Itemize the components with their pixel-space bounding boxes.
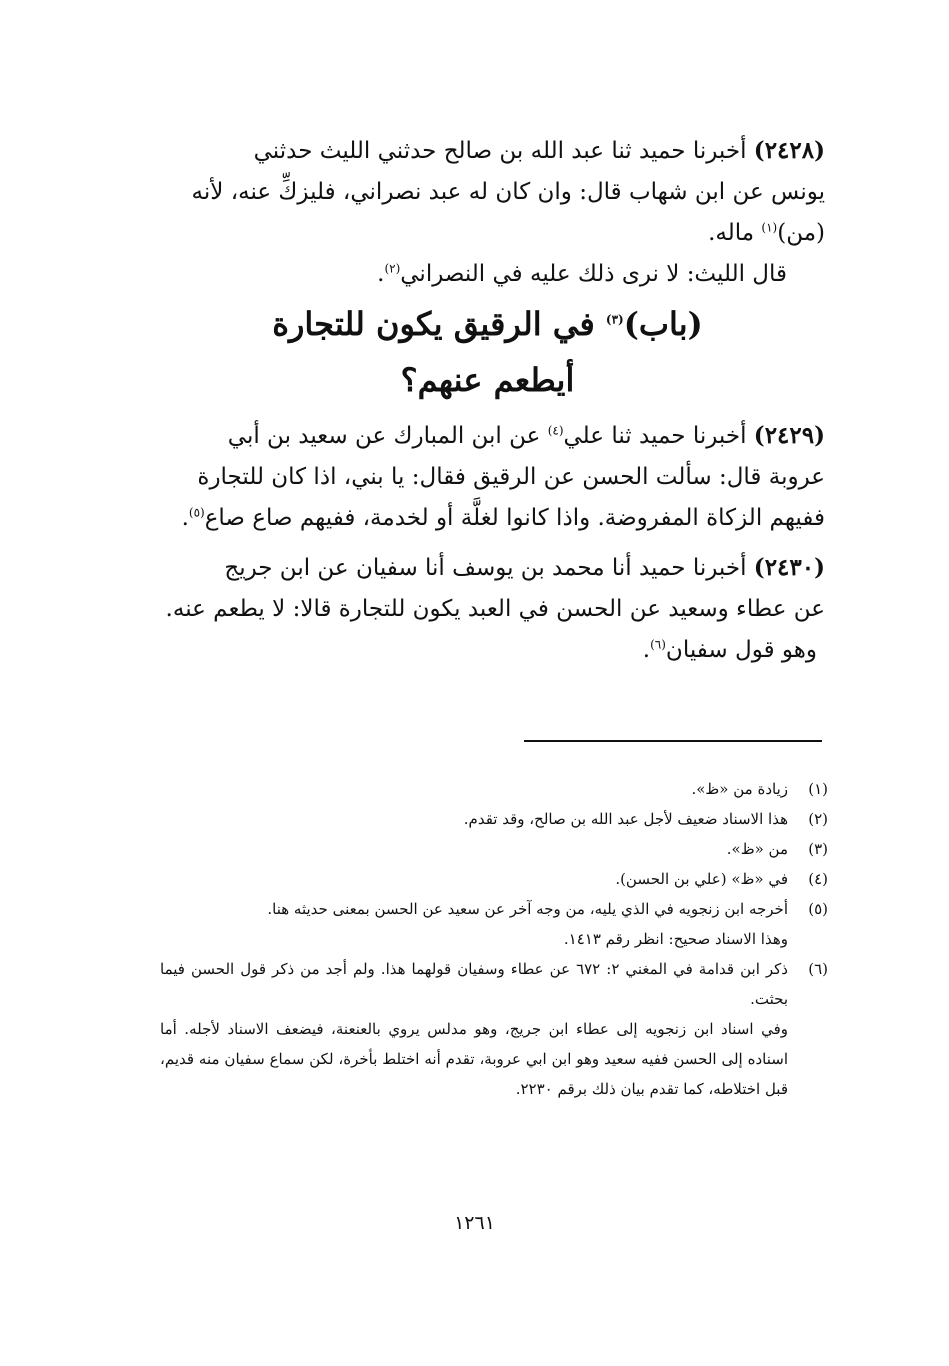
footnote-2 — [160, 804, 828, 834]
footnote-text: في «ظ» (علي بن الحسن). — [615, 870, 788, 888]
hadith-2430-line2: عن عطاء وسعيد عن الحسن في العبد يكون للتجارة قالا: لا يطعم عنه. — [165, 596, 825, 622]
footnote-text: هذا الاسناد ضعيف لأجل عبد الله بن صالح، وقد تقدم. — [463, 810, 788, 828]
footnote-ref[interactable]: (٤) — [547, 423, 564, 438]
page-number: ١٢٦١ — [454, 1212, 495, 1234]
footnote-4 — [160, 864, 828, 894]
hadith-number: (٢٤٢٩) — [753, 422, 825, 449]
footnote-number: (٤) — [808, 870, 828, 888]
footnote-ref[interactable]: (٣) — [605, 312, 624, 327]
chapter-heading-line1: (باب)$^{(٣)}$ في الرقيق يكون للتجارة — [272, 305, 703, 343]
footnote-number: (١) — [808, 780, 828, 798]
footnote-ref[interactable]: (٦) — [650, 637, 666, 652]
footnote-separator — [524, 740, 822, 742]
footnotes — [160, 774, 828, 1104]
hadith-2428-line3: (من)$^{(١)}$ ماله. — [708, 220, 825, 246]
footnote-text: زيادة من «ظ». — [691, 780, 788, 798]
hadith-2428-line1: (٢٤٢٨) أخبرنا حميد ثنا عبد الله بن صالح حدثني الليث حدثني — [253, 137, 825, 164]
footnote-number: (٢) — [808, 810, 828, 828]
hadith-2428-line2: يونس عن ابن شهاب قال: وان كان له عبد نصراني، فليزكِّ عنه، لأنه — [191, 179, 825, 205]
hadith-2429-line1: (٢٤٢٩) أخبرنا حميد ثنا علي$^{(٤)}$ عن ابن المبارك عن سعيد بن أبي — [227, 422, 825, 449]
hadith-number: (٢٤٣٠) — [753, 554, 825, 581]
hadith-number: (٢٤٢٨) — [753, 137, 825, 164]
footnote-ref[interactable]: (٢) — [384, 261, 401, 276]
chapter-heading-line2: أيطعم عنهم؟ — [400, 361, 575, 399]
hadith-2430-line3: وهو قول سفيان$^{(٦)}$. — [642, 637, 817, 663]
footnote-5 — [160, 894, 828, 954]
footnote-number: (٥) — [808, 900, 828, 918]
hadith-2428-line4: قال الليث: لا نرى ذلك عليه في النصراني$^{(٢)}$. — [377, 261, 787, 287]
footnote-1 — [160, 774, 828, 804]
footnote-ref[interactable]: (٥) — [188, 505, 205, 520]
footnote-3 — [160, 834, 828, 864]
footnote-text: من «ظ». — [726, 840, 788, 858]
hadith-2429-line2: عروبة قال: سألت الحسن عن الرقيق فقال: يا بني، اذا كان للتجارة — [197, 464, 825, 490]
footnote-number: (٣) — [808, 840, 828, 858]
footnote-text: أخرجه ابن زنجويه في الذي يليه، من وجه آخر عن سعيد عن الحسن بمعنى حديثه هنا. وهذا الاسناد صحيح: انظر رقم ١٤١٣. — [267, 900, 788, 948]
hadith-2430-line1: (٢٤٣٠) أخبرنا حميد أنا محمد بن يوسف أنا سفيان عن ابن جريج — [224, 554, 825, 581]
hadith-2429-line3: ففيهم الزكاة المفروضة. واذا كانوا لغلَّة أو لخدمة، ففيهم صاع صاع$^{(٥)}$. — [181, 505, 825, 531]
main-text — [150, 130, 825, 671]
footnote-number: (٦) — [808, 960, 828, 978]
footnote-text: ذكر ابن قدامة في المغني ٢: ٦٧٢ عن عطاء وسفيان قولهما هذا. ولم أجد من ذكر قول الحسن فيما بحثت. وفي اسناد ابن زنجويه إلى عطاء ابن جريج، وهو مدلس يروي بالعنعنة، فيضعف الاسناد لأجله. أما اسناده إلى الحسن ففيه سعيد وهو ابن ابي عروبة، تقدم أنه اختلط بأخرة، لكن سماع سفيان منه قديم، قبل اختلاطه، كما تقدم بيان ذلك برقم ٢٢٣٠. — [160, 960, 788, 1098]
footnote-6 — [160, 954, 828, 1104]
footnote-ref[interactable]: (١) — [761, 220, 778, 235]
